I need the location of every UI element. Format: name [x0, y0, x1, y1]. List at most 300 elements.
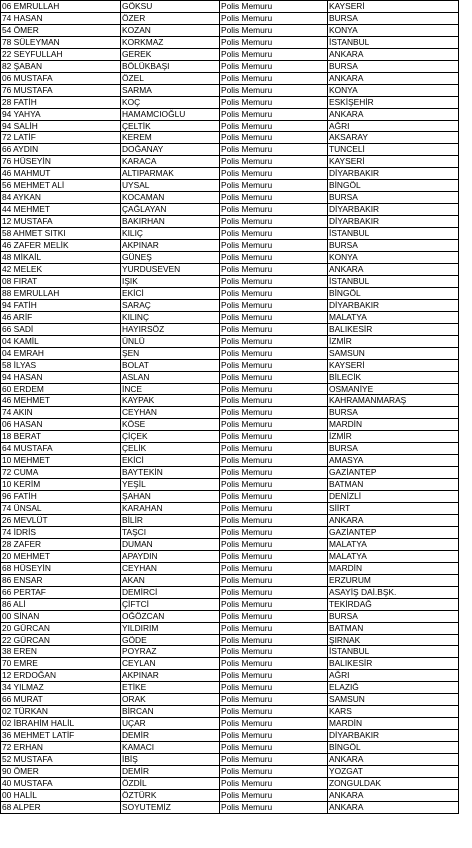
first-name-cell: 00 SİNAN	[1, 610, 121, 622]
first-name-cell: 20 GÜRCAN	[1, 622, 121, 634]
title-cell: Polis Memuru	[220, 718, 328, 730]
location-cell: DİYARBAKIR	[328, 299, 459, 311]
location-cell: BURSA	[328, 443, 459, 455]
surname-cell: BOLAT	[121, 359, 220, 371]
table-row	[1, 789, 459, 801]
first-name-cell: 00 HALİL	[1, 789, 121, 801]
table-row	[1, 754, 459, 766]
first-name-cell: 10 MEHMET	[1, 455, 121, 467]
table-row	[1, 646, 459, 658]
table-row	[1, 801, 459, 813]
title-cell: Polis Memuru	[220, 789, 328, 801]
title-cell: Polis Memuru	[220, 383, 328, 395]
location-cell: ANKARA	[328, 72, 459, 84]
surname-cell: ÇELİK	[121, 443, 220, 455]
first-name-cell: 28 FATİH	[1, 96, 121, 108]
table-row	[1, 120, 459, 132]
surname-cell: YEŞİL	[121, 479, 220, 491]
first-name-cell: 06 MUSTAFA	[1, 72, 121, 84]
surname-cell: AKPINAR	[121, 240, 220, 252]
title-cell: Polis Memuru	[220, 514, 328, 526]
surname-cell: KOCAMAN	[121, 192, 220, 204]
table-row	[1, 371, 459, 383]
table-row	[1, 586, 459, 598]
surname-cell: KAMACI	[121, 742, 220, 754]
table-row	[1, 694, 459, 706]
location-cell: BALIKESİR	[328, 658, 459, 670]
surname-cell: KARAHAN	[121, 503, 220, 515]
location-cell: DİYARBAKIR	[328, 168, 459, 180]
surname-cell: ETİKE	[121, 682, 220, 694]
surname-cell: BİRCAN	[121, 706, 220, 718]
table-row	[1, 503, 459, 515]
table-row	[1, 777, 459, 789]
first-name-cell: 64 MUSTAFA	[1, 443, 121, 455]
location-cell: KAYSERİ	[328, 1, 459, 13]
table-row	[1, 168, 459, 180]
first-name-cell: 60 ERDEM	[1, 383, 121, 395]
table-row	[1, 252, 459, 264]
table-row	[1, 96, 459, 108]
location-cell: İSTANBUL	[328, 36, 459, 48]
table-row	[1, 431, 459, 443]
surname-cell: KORKMAZ	[121, 36, 220, 48]
location-cell: BURSA	[328, 192, 459, 204]
surname-cell: DEMİR	[121, 766, 220, 778]
surname-cell: ŞAHAN	[121, 491, 220, 503]
title-cell: Polis Memuru	[220, 120, 328, 132]
surname-cell: APAYDIN	[121, 550, 220, 562]
title-cell: Polis Memuru	[220, 36, 328, 48]
table-row	[1, 538, 459, 550]
table-row	[1, 299, 459, 311]
first-name-cell: 06 EMRULLAH	[1, 1, 121, 13]
table-row	[1, 263, 459, 275]
table-row	[1, 216, 459, 228]
first-name-cell: 28 ZAFER	[1, 538, 121, 550]
first-name-cell: 66 PERTAF	[1, 586, 121, 598]
title-cell: Polis Memuru	[220, 216, 328, 228]
title-cell: Polis Memuru	[220, 479, 328, 491]
table-row	[1, 574, 459, 586]
title-cell: Polis Memuru	[220, 574, 328, 586]
table-row	[1, 730, 459, 742]
title-cell: Polis Memuru	[220, 766, 328, 778]
table-row	[1, 240, 459, 252]
location-cell: DİYARBAKIR	[328, 216, 459, 228]
location-cell: KAYSERİ	[328, 156, 459, 168]
title-cell: Polis Memuru	[220, 526, 328, 538]
table-row	[1, 598, 459, 610]
table-row	[1, 323, 459, 335]
surname-cell: BİLİR	[121, 514, 220, 526]
surname-cell: İNCE	[121, 383, 220, 395]
title-cell: Polis Memuru	[220, 562, 328, 574]
title-cell: Polis Memuru	[220, 503, 328, 515]
surname-cell: ÖZTÜRK	[121, 789, 220, 801]
table-row	[1, 228, 459, 240]
title-cell: Polis Memuru	[220, 287, 328, 299]
table-row	[1, 24, 459, 36]
location-cell: BİNGÖL	[328, 287, 459, 299]
title-cell: Polis Memuru	[220, 431, 328, 443]
first-name-cell: 42 MELEK	[1, 263, 121, 275]
location-cell: BURSA	[328, 407, 459, 419]
surname-cell: CEYHAN	[121, 562, 220, 574]
table-row	[1, 491, 459, 503]
table-row	[1, 455, 459, 467]
first-name-cell: 06 HASAN	[1, 419, 121, 431]
title-cell: Polis Memuru	[220, 443, 328, 455]
first-name-cell: 96 FATİH	[1, 491, 121, 503]
surname-cell: SARMA	[121, 84, 220, 96]
table-row	[1, 287, 459, 299]
title-cell: Polis Memuru	[220, 419, 328, 431]
location-cell: BATMAN	[328, 622, 459, 634]
table-row	[1, 347, 459, 359]
title-cell: Polis Memuru	[220, 323, 328, 335]
surname-cell: DEMİR	[121, 730, 220, 742]
title-cell: Polis Memuru	[220, 706, 328, 718]
first-name-cell: 22 SEYFULLAH	[1, 48, 121, 60]
first-name-cell: 78 SÜLEYMAN	[1, 36, 121, 48]
title-cell: Polis Memuru	[220, 144, 328, 156]
surname-cell: YILDIRIM	[121, 622, 220, 634]
table-row	[1, 718, 459, 730]
table-row	[1, 12, 459, 24]
surname-cell: TAŞCI	[121, 526, 220, 538]
surname-cell: ÖZER	[121, 12, 220, 24]
title-cell: Polis Memuru	[220, 646, 328, 658]
location-cell: BURSA	[328, 240, 459, 252]
location-cell: ZONGULDAK	[328, 777, 459, 789]
surname-cell: KOZAN	[121, 24, 220, 36]
location-cell: KAYSERİ	[328, 359, 459, 371]
location-cell: ANKARA	[328, 514, 459, 526]
location-cell: BURSA	[328, 60, 459, 72]
table-row	[1, 192, 459, 204]
surname-cell: ÇİFTCİ	[121, 598, 220, 610]
surname-cell: UÇAR	[121, 718, 220, 730]
table-row	[1, 144, 459, 156]
location-cell: İSTANBUL	[328, 646, 459, 658]
title-cell: Polis Memuru	[220, 622, 328, 634]
table-row	[1, 60, 459, 72]
title-cell: Polis Memuru	[220, 180, 328, 192]
table-row	[1, 108, 459, 120]
location-cell: ANKARA	[328, 48, 459, 60]
first-name-cell: 12 ERDOĞAN	[1, 670, 121, 682]
title-cell: Polis Memuru	[220, 240, 328, 252]
surname-cell: GÖKSU	[121, 1, 220, 13]
surname-cell: KILINÇ	[121, 311, 220, 323]
first-name-cell: 56 MEHMET ALİ	[1, 180, 121, 192]
personnel-table-body	[1, 1, 459, 814]
location-cell: ANKARA	[328, 108, 459, 120]
first-name-cell: 74 İDRİS	[1, 526, 121, 538]
location-cell: MALATYA	[328, 538, 459, 550]
title-cell: Polis Memuru	[220, 168, 328, 180]
surname-cell: EKİCİ	[121, 455, 220, 467]
surname-cell: CEYLAN	[121, 658, 220, 670]
table-row	[1, 766, 459, 778]
surname-cell: EKİCİ	[121, 287, 220, 299]
title-cell: Polis Memuru	[220, 1, 328, 13]
first-name-cell: 26 MEVLÜT	[1, 514, 121, 526]
first-name-cell: 48 MİKAİL	[1, 252, 121, 264]
title-cell: Polis Memuru	[220, 598, 328, 610]
surname-cell: DEMİRCİ	[121, 586, 220, 598]
surname-cell: DUMAN	[121, 538, 220, 550]
table-row	[1, 407, 459, 419]
title-cell: Polis Memuru	[220, 694, 328, 706]
location-cell: MALATYA	[328, 550, 459, 562]
title-cell: Polis Memuru	[220, 610, 328, 622]
surname-cell: ÖZEL	[121, 72, 220, 84]
location-cell: BURSA	[328, 610, 459, 622]
location-cell: İZMİR	[328, 431, 459, 443]
first-name-cell: 94 SALİH	[1, 120, 121, 132]
surname-cell: KAYPAK	[121, 395, 220, 407]
table-row	[1, 670, 459, 682]
first-name-cell: 94 HASAN	[1, 371, 121, 383]
table-row	[1, 359, 459, 371]
first-name-cell: 18 BERAT	[1, 431, 121, 443]
title-cell: Polis Memuru	[220, 682, 328, 694]
surname-cell: ŞEN	[121, 347, 220, 359]
location-cell: KARS	[328, 706, 459, 718]
title-cell: Polis Memuru	[220, 24, 328, 36]
location-cell: ANKARA	[328, 801, 459, 813]
title-cell: Polis Memuru	[220, 228, 328, 240]
title-cell: Polis Memuru	[220, 192, 328, 204]
location-cell: SAMSUN	[328, 347, 459, 359]
first-name-cell: 72 ERHAN	[1, 742, 121, 754]
table-row	[1, 84, 459, 96]
location-cell: DİYARBAKIR	[328, 730, 459, 742]
surname-cell: SARAÇ	[121, 299, 220, 311]
table-row	[1, 514, 459, 526]
location-cell: İZMİR	[328, 335, 459, 347]
first-name-cell: 02 İBRAHİM HALİL	[1, 718, 121, 730]
first-name-cell: 74 HASAN	[1, 12, 121, 24]
table-row	[1, 610, 459, 622]
surname-cell: BAYTEKİN	[121, 467, 220, 479]
surname-cell: BAKIRHAN	[121, 216, 220, 228]
location-cell: AĞRI	[328, 120, 459, 132]
title-cell: Polis Memuru	[220, 132, 328, 144]
first-name-cell: 82 ŞABAN	[1, 60, 121, 72]
table-row	[1, 443, 459, 455]
surname-cell: GÜNEŞ	[121, 252, 220, 264]
surname-cell: ÇAĞLAYAN	[121, 204, 220, 216]
surname-cell: CEYHAN	[121, 407, 220, 419]
surname-cell: AKAN	[121, 574, 220, 586]
surname-cell: ÇELTİK	[121, 120, 220, 132]
first-name-cell: 44 MEHMET	[1, 204, 121, 216]
table-row	[1, 706, 459, 718]
table-row	[1, 311, 459, 323]
location-cell: MARDİN	[328, 718, 459, 730]
location-cell: KONYA	[328, 24, 459, 36]
surname-cell: BÖLÜKBAŞI	[121, 60, 220, 72]
title-cell: Polis Memuru	[220, 347, 328, 359]
title-cell: Polis Memuru	[220, 754, 328, 766]
surname-cell: OĞÖZCAN	[121, 610, 220, 622]
first-name-cell: 94 YAHYA	[1, 108, 121, 120]
location-cell: ANKARA	[328, 263, 459, 275]
surname-cell: GÖDE	[121, 634, 220, 646]
location-cell: ERZURUM	[328, 574, 459, 586]
first-name-cell: 72 LATİF	[1, 132, 121, 144]
first-name-cell: 46 ARİF	[1, 311, 121, 323]
title-cell: Polis Memuru	[220, 742, 328, 754]
first-name-cell: 68 ALPER	[1, 801, 121, 813]
surname-cell: UYSAL	[121, 180, 220, 192]
table-row	[1, 383, 459, 395]
title-cell: Polis Memuru	[220, 204, 328, 216]
surname-cell: DOĞANAY	[121, 144, 220, 156]
table-row	[1, 1, 459, 13]
table-row	[1, 682, 459, 694]
location-cell: AĞRI	[328, 670, 459, 682]
first-name-cell: 46 MEHMET	[1, 395, 121, 407]
location-cell: BİNGÖL	[328, 742, 459, 754]
surname-cell: KOÇ	[121, 96, 220, 108]
table-row	[1, 335, 459, 347]
location-cell: BATMAN	[328, 479, 459, 491]
title-cell: Polis Memuru	[220, 467, 328, 479]
first-name-cell: 74 AKIN	[1, 407, 121, 419]
table-row	[1, 742, 459, 754]
surname-cell: GEREK	[121, 48, 220, 60]
location-cell: TEKİRDAĞ	[328, 598, 459, 610]
first-name-cell: 20 MEHMET	[1, 550, 121, 562]
surname-cell: ÖZDİL	[121, 777, 220, 789]
title-cell: Polis Memuru	[220, 777, 328, 789]
first-name-cell: 54 ÖMER	[1, 24, 121, 36]
surname-cell: KEREM	[121, 132, 220, 144]
location-cell: DİYARBAKIR	[328, 204, 459, 216]
title-cell: Polis Memuru	[220, 299, 328, 311]
title-cell: Polis Memuru	[220, 371, 328, 383]
title-cell: Polis Memuru	[220, 491, 328, 503]
table-row	[1, 479, 459, 491]
location-cell: SAMSUN	[328, 694, 459, 706]
location-cell: MARDİN	[328, 562, 459, 574]
first-name-cell: 84 AYKAN	[1, 192, 121, 204]
first-name-cell: 04 KAMİL	[1, 335, 121, 347]
first-name-cell: 66 MURAT	[1, 694, 121, 706]
table-row	[1, 72, 459, 84]
title-cell: Polis Memuru	[220, 407, 328, 419]
title-cell: Polis Memuru	[220, 252, 328, 264]
title-cell: Polis Memuru	[220, 275, 328, 287]
surname-cell: SOYUTEMİZ	[121, 801, 220, 813]
table-row	[1, 156, 459, 168]
location-cell: KONYA	[328, 252, 459, 264]
title-cell: Polis Memuru	[220, 801, 328, 813]
first-name-cell: 58 İLYAS	[1, 359, 121, 371]
title-cell: Polis Memuru	[220, 634, 328, 646]
table-row	[1, 658, 459, 670]
surname-cell: ÜNLÜ	[121, 335, 220, 347]
table-row	[1, 419, 459, 431]
location-cell: ANKARA	[328, 754, 459, 766]
location-cell: KONYA	[328, 84, 459, 96]
surname-cell: ÇİÇEK	[121, 431, 220, 443]
location-cell: SİİRT	[328, 503, 459, 515]
location-cell: KAHRAMANMARAŞ	[328, 395, 459, 407]
location-cell: BİLECİK	[328, 371, 459, 383]
first-name-cell: 58 AHMET SITKI	[1, 228, 121, 240]
title-cell: Polis Memuru	[220, 658, 328, 670]
title-cell: Polis Memuru	[220, 359, 328, 371]
location-cell: TUNCELİ	[328, 144, 459, 156]
surname-cell: ASLAN	[121, 371, 220, 383]
surname-cell: KARACA	[121, 156, 220, 168]
table-row	[1, 204, 459, 216]
location-cell: AMASYA	[328, 455, 459, 467]
first-name-cell: 40 MUSTAFA	[1, 777, 121, 789]
location-cell: AKSARAY	[328, 132, 459, 144]
title-cell: Polis Memuru	[220, 60, 328, 72]
location-cell: İSTANBUL	[328, 275, 459, 287]
table-row	[1, 526, 459, 538]
location-cell: MARDİN	[328, 419, 459, 431]
title-cell: Polis Memuru	[220, 395, 328, 407]
title-cell: Polis Memuru	[220, 538, 328, 550]
location-cell: ŞIRNAK	[328, 634, 459, 646]
surname-cell: KILIÇ	[121, 228, 220, 240]
first-name-cell: 68 HÜSEYİN	[1, 562, 121, 574]
title-cell: Polis Memuru	[220, 550, 328, 562]
surname-cell: ORAK	[121, 694, 220, 706]
location-cell: GAZİANTEP	[328, 526, 459, 538]
first-name-cell: 08 FIRAT	[1, 275, 121, 287]
table-row	[1, 550, 459, 562]
first-name-cell: 76 MUSTAFA	[1, 84, 121, 96]
first-name-cell: 70 EMRE	[1, 658, 121, 670]
title-cell: Polis Memuru	[220, 108, 328, 120]
table-row	[1, 634, 459, 646]
location-cell: BURSA	[328, 12, 459, 24]
table-row	[1, 467, 459, 479]
location-cell: ELAZIĞ	[328, 682, 459, 694]
table-row	[1, 132, 459, 144]
first-name-cell: 66 SADİ	[1, 323, 121, 335]
location-cell: YOZGAT	[328, 766, 459, 778]
title-cell: Polis Memuru	[220, 586, 328, 598]
first-name-cell: 02 TÜRKAN	[1, 706, 121, 718]
location-cell: ESKİŞEHİR	[328, 96, 459, 108]
first-name-cell: 52 MUSTAFA	[1, 754, 121, 766]
surname-cell: IŞIK	[121, 275, 220, 287]
location-cell: GAZİANTEP	[328, 467, 459, 479]
location-cell: ASAYİŞ DAİ.BŞK.	[328, 586, 459, 598]
surname-cell: ALTIPARMAK	[121, 168, 220, 180]
title-cell: Polis Memuru	[220, 48, 328, 60]
first-name-cell: 76 HÜSEYİN	[1, 156, 121, 168]
title-cell: Polis Memuru	[220, 72, 328, 84]
title-cell: Polis Memuru	[220, 263, 328, 275]
surname-cell: POYRAZ	[121, 646, 220, 658]
first-name-cell: 22 GÜRCAN	[1, 634, 121, 646]
first-name-cell: 36 MEHMET LATİF	[1, 730, 121, 742]
first-name-cell: 04 EMRAH	[1, 347, 121, 359]
title-cell: Polis Memuru	[220, 335, 328, 347]
table-row	[1, 180, 459, 192]
